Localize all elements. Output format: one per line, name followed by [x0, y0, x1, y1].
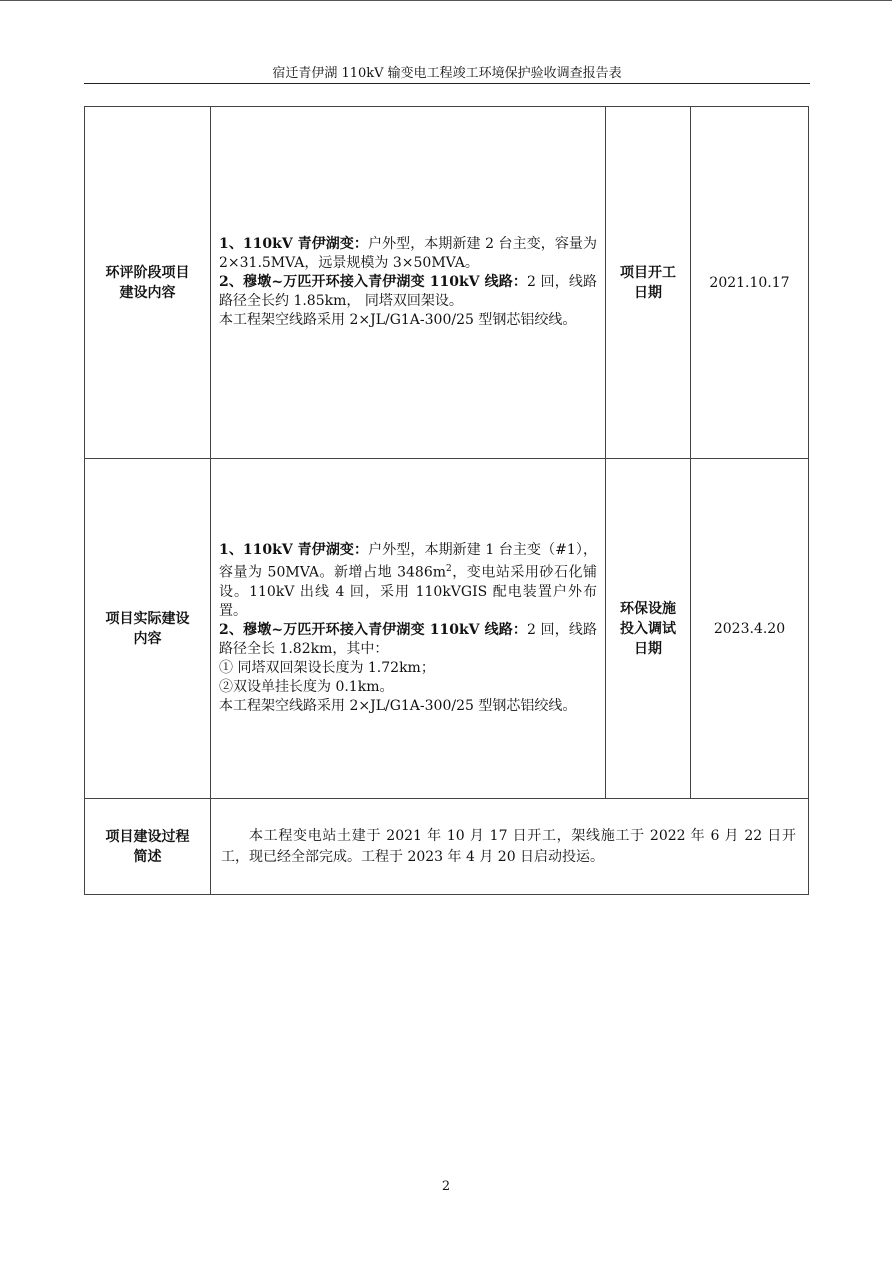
eia-item-line — [219, 273, 597, 311]
actual-item-substation-text-a: 户外型，本期新建 1 台主变（#1），容量为 50MVA。新增占地 3486m — [219, 542, 597, 581]
actual-item-line — [219, 621, 597, 659]
table-row-actual-content — [85, 459, 809, 799]
actual-item-single-circuit: ②双设单挂长度为 0.1km。 — [219, 678, 394, 695]
header-rule — [84, 83, 810, 84]
actual-item-substation-text-b: ，变电站采用砂石化铺设。110kV 出线 4 回，采用 110kVGIS 配电装置户外布置。 — [219, 564, 598, 619]
page-number: 2 — [441, 1179, 451, 1194]
commissioning-date-label-line3: 日期 — [634, 640, 662, 657]
actual-item-conductor: 本工程架空线路采用 2×JL/G1A-300/25 型钢芯铝绞线。 — [219, 697, 577, 714]
commissioning-date-value: 2023.4.20 — [691, 459, 809, 799]
area-unit-superscript: 2 — [446, 564, 452, 575]
eia-item-line-text: 2 回，线路路径全长约 1.85km， 同塔双回架设。 — [219, 274, 597, 309]
eia-item-substation-title: 1、110kV 青伊湖变： — [219, 236, 368, 252]
actual-content-label-line2: 内容 — [133, 630, 162, 647]
report-header-title: 宿迁青伊湖 110kV 输变电工程竣工环境保护验收调查报告表 — [272, 66, 622, 81]
report-table — [84, 106, 809, 895]
eia-content-label-line1: 环评阶段项目 — [105, 264, 190, 281]
start-date-label — [606, 107, 691, 459]
eia-content-label-line2: 建设内容 — [119, 284, 176, 301]
eia-content-text — [211, 107, 606, 459]
commissioning-date-label-line1: 环保设施 — [620, 600, 676, 617]
actual-item-line-text: 2 回，线路路径全长 1.82km，其中： — [219, 621, 597, 657]
summary-label-line2: 简述 — [133, 848, 162, 865]
actual-content-label-line1: 项目实际建设 — [105, 610, 190, 627]
page-top-border — [0, 0, 892, 1]
actual-content-text — [211, 459, 606, 799]
eia-item-substation-text: 户外型，本期新建 2 台主变，容量为 2×31.5MVA，远景规模为 3×50MVA。 — [219, 236, 597, 271]
actual-item-substation — [219, 541, 597, 621]
eia-content-label — [85, 107, 211, 459]
commissioning-date-label — [606, 459, 691, 799]
summary-text: 本工程变电站土建于 2021 年 10 月 17 日开工，架线施工于 2022 年 6 月 22 日开工，现已经全部完成。工程于 2023 年 4 月 20 日启动投运。 — [221, 827, 796, 865]
table-row-summary — [85, 799, 809, 895]
actual-content-label — [85, 459, 211, 799]
start-date-label-line2: 日期 — [634, 284, 662, 301]
actual-item-line-title: 2、穆墩~万匹开环接入青伊湖变 110kV 线路： — [219, 621, 528, 638]
eia-item-conductor: 本工程架空线路采用 2×JL/G1A-300/25 型钢芯铝绞线。 — [219, 312, 577, 328]
start-date-label-line1: 项目开工 — [620, 264, 676, 281]
actual-item-substation-title: 1、110kV 青伊湖变： — [219, 542, 369, 559]
summary-label — [85, 799, 211, 895]
eia-item-substation — [219, 235, 597, 273]
start-date-value: 2021.10.17 — [691, 107, 809, 459]
eia-item-line-title: 2、穆墩~万匹开环接入青伊湖变 110kV 线路： — [219, 274, 528, 290]
summary-label-line1: 项目建设过程 — [105, 828, 190, 845]
table-row-eia-content — [85, 107, 809, 459]
actual-item-double-circuit: ① 同塔双回架设长度为 1.72km； — [219, 659, 435, 676]
summary-text-cell — [211, 799, 809, 895]
commissioning-date-label-line2: 投入调试 — [620, 620, 676, 637]
